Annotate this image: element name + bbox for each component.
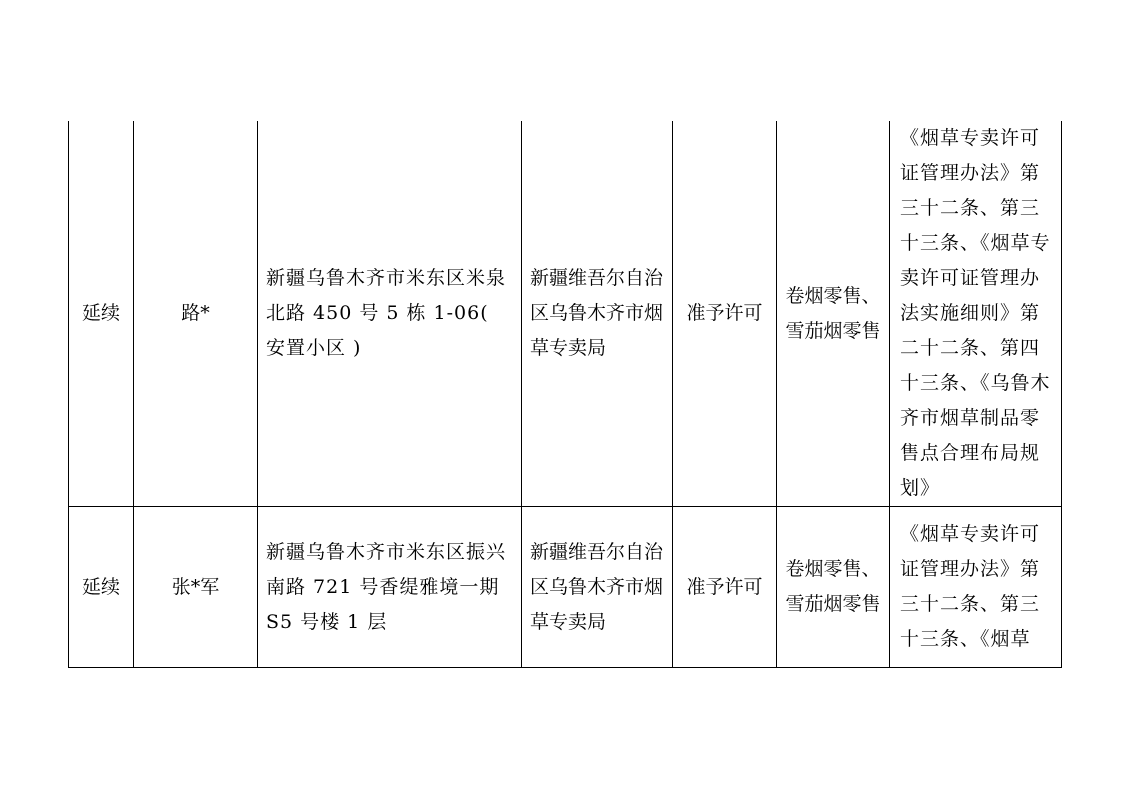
applicant-name-cell: 张*军 [134,507,258,668]
table-row [69,121,1062,507]
decision-cell: 准予许可 [673,121,777,507]
table-row [69,507,1062,668]
permit-table-grid [68,121,1062,668]
change-type-cell: 延续 [69,121,134,507]
legal-basis-cell: 《烟草专卖许可证管理办法》第三十二条、第三十三条、《烟草 [890,507,1062,668]
business-address-cell: 新疆乌鲁木齐市米东区振兴南路 721 号香缇雅境一期 S5 号楼 1 层 [258,507,522,668]
legal-basis-cell: 《烟草专卖许可证管理办法》第三十二条、第三十三条、《烟草专卖许可证管理办法实施细则》第二十二条、第四十三条、《乌鲁木齐市烟草制品零售点合理布局规划》 [890,121,1062,507]
permit-table [68,121,1061,668]
business-scope-cell: 卷烟零售、雪茄烟零售 [777,507,890,668]
change-type-cell: 延续 [69,507,134,668]
issuing-authority-cell: 新疆维吾尔自治区乌鲁木齐市烟草专卖局 [522,507,673,668]
business-scope-cell: 卷烟零售、雪茄烟零售 [777,121,890,507]
decision-cell: 准予许可 [673,507,777,668]
issuing-authority-cell: 新疆维吾尔自治区乌鲁木齐市烟草专卖局 [522,121,673,507]
business-address-cell: 新疆乌鲁木齐市米东区米泉北路 450 号 5 栋 1-06( 安置小区 ) [258,121,522,507]
applicant-name-cell: 路* [134,121,258,507]
